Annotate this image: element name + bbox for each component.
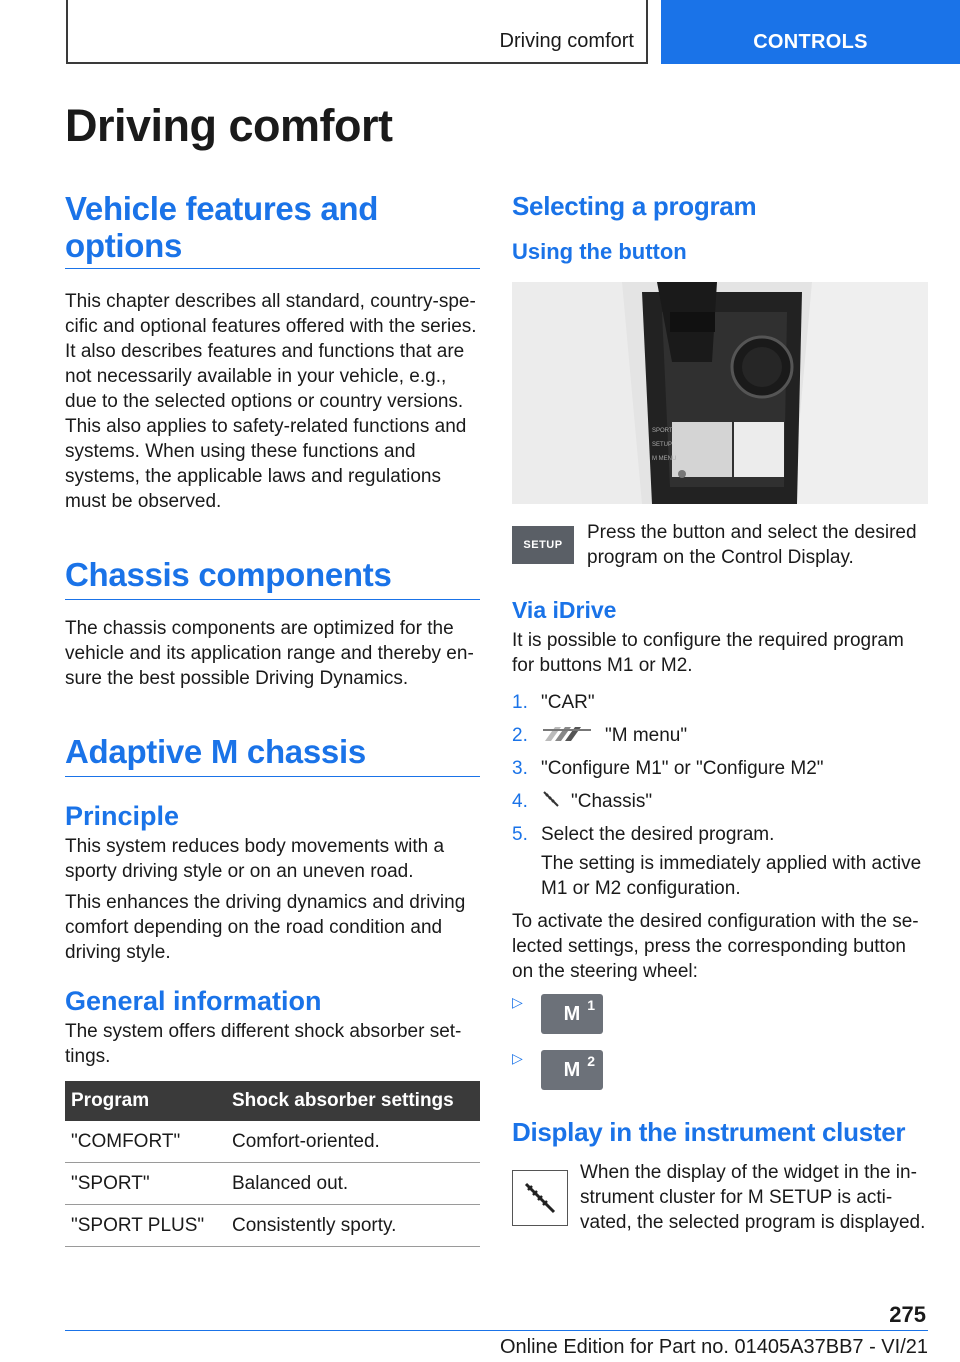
footer-edition: Online Edition for Part no. 01405A37BB7 - VI/21 — [499, 1336, 928, 1358]
footer-divider — [65, 1330, 928, 1331]
m2-sup: 2 — [587, 1053, 595, 1069]
header-tab-controls[interactable]: CONTROLS — [661, 0, 960, 64]
chassis-icon — [541, 789, 561, 809]
table-row — [65, 1121, 480, 1163]
display-row — [512, 1160, 928, 1235]
step-number: 4. — [512, 791, 528, 812]
m1-sup: 1 — [587, 997, 595, 1013]
vehicle-features-body: This chapter describes all standard, country-specific and optional features offered with the series. It also describes features and functions that are not necessarily available in your vehicle, e.g., due to the selected options or country versions. This also applies to safety-related functions and systems. When using these functions and systems, the applicable laws and regulations must be observed. — [65, 291, 477, 512]
left-column — [65, 190, 480, 1247]
display-text: When the display of the widget in the instrument cluster for M SETUP is activated, the selected program is displayed. — [580, 1162, 926, 1233]
heading-general-information: General information — [65, 986, 322, 1016]
heading-chassis-components: Chassis components — [65, 556, 480, 600]
m2-button-icon — [541, 1050, 603, 1090]
step-number: 1. — [512, 692, 528, 713]
steps-list — [512, 690, 928, 847]
list-item — [512, 723, 928, 748]
table-cell: Balanced out. — [226, 1163, 480, 1205]
heading-display-instrument-cluster: Display in the instrument cluster — [512, 1117, 906, 1147]
heading-using-button: Using the button — [512, 239, 687, 264]
photo-label-sport: SPORT — [652, 428, 673, 434]
principle-p2: This enhances the driving dynamics and driving comfort depending on the road condition and driving style. — [65, 892, 466, 963]
table-header-row — [65, 1081, 480, 1121]
table-row — [65, 1163, 480, 1205]
m-menu-icon — [541, 723, 593, 745]
table-cell: Consistently sporty. — [226, 1205, 480, 1247]
heading-vehicle-features: Vehicle features and options — [65, 190, 480, 269]
header-section-title: Driving comfort — [499, 30, 634, 52]
step-text: "M menu" — [605, 725, 688, 746]
heading-adaptive-m-chassis: Adaptive M chassis — [65, 733, 480, 777]
m2-label: M — [563, 1058, 581, 1081]
bullet-triangle-icon: ▷ — [512, 1050, 523, 1066]
step-number: 3. — [512, 758, 528, 779]
step-text: Select the desired program. — [541, 824, 775, 845]
list-item — [512, 756, 928, 781]
shock-absorber-icon — [512, 1170, 568, 1226]
table-cell: Comfort-oriented. — [226, 1121, 480, 1163]
idrive-text: It is possible to configure the required program for buttons M1 or M2. — [512, 630, 904, 676]
heading-via-idrive: Via iDrive — [512, 597, 617, 623]
center-console-photo — [512, 282, 928, 504]
table-header-settings: Shock absorber settings — [226, 1081, 480, 1121]
m2-bullet — [512, 1050, 928, 1090]
bullet-triangle-icon: ▷ — [512, 994, 523, 1010]
table-cell: "SPORT" — [65, 1163, 226, 1205]
principle-p1: This system reduces body movements with a sporty driving style or on an uneven road. — [65, 836, 445, 882]
list-item — [512, 789, 928, 814]
step-number: 5. — [512, 824, 528, 845]
page-number: 275 — [889, 1302, 926, 1327]
list-item — [512, 690, 928, 715]
setup-button-icon: SETUP — [512, 526, 574, 564]
m1-button-icon — [541, 994, 603, 1034]
step-text: "Configure M1" or "Configure M2" — [541, 758, 824, 779]
step5-subtext: The setting is immediately applied with active M1 or M2 configuration. — [541, 853, 922, 899]
page-title: Driving comfort — [65, 100, 393, 151]
step-text: "Chassis" — [571, 791, 653, 812]
step-number: 2. — [512, 725, 528, 746]
heading-principle: Principle — [65, 801, 180, 831]
heading-selecting-program: Selecting a program — [512, 191, 757, 221]
chassis-body: The chassis components are optimized for the vehicle and its application range and thereby ensure the best possible Driving Dynamics. — [65, 618, 474, 689]
table-cell: "SPORT PLUS" — [65, 1205, 226, 1247]
activate-text: To activate the desired configuration with the selected settings, press the corresponding button on the steering wheel: — [512, 911, 919, 982]
list-item — [512, 822, 928, 847]
setup-row — [512, 520, 928, 570]
m1-label: M — [563, 1002, 581, 1025]
table-header-program: Program — [65, 1081, 226, 1121]
table-cell: "COMFORT" — [65, 1121, 226, 1163]
console-illustration — [512, 282, 928, 504]
right-column — [512, 190, 928, 1235]
photo-label-m-menu: M MENU — [652, 456, 677, 462]
photo-label-setup: SETUP — [652, 442, 673, 448]
table-row — [65, 1205, 480, 1247]
setup-text: Press the button and select the desired program on the Control Display. — [587, 522, 917, 568]
step-text: "CAR" — [541, 692, 595, 713]
shock-absorber-table — [65, 1081, 480, 1247]
general-body: The system offers different shock absorber settings. — [65, 1021, 462, 1067]
m1-bullet — [512, 994, 928, 1034]
